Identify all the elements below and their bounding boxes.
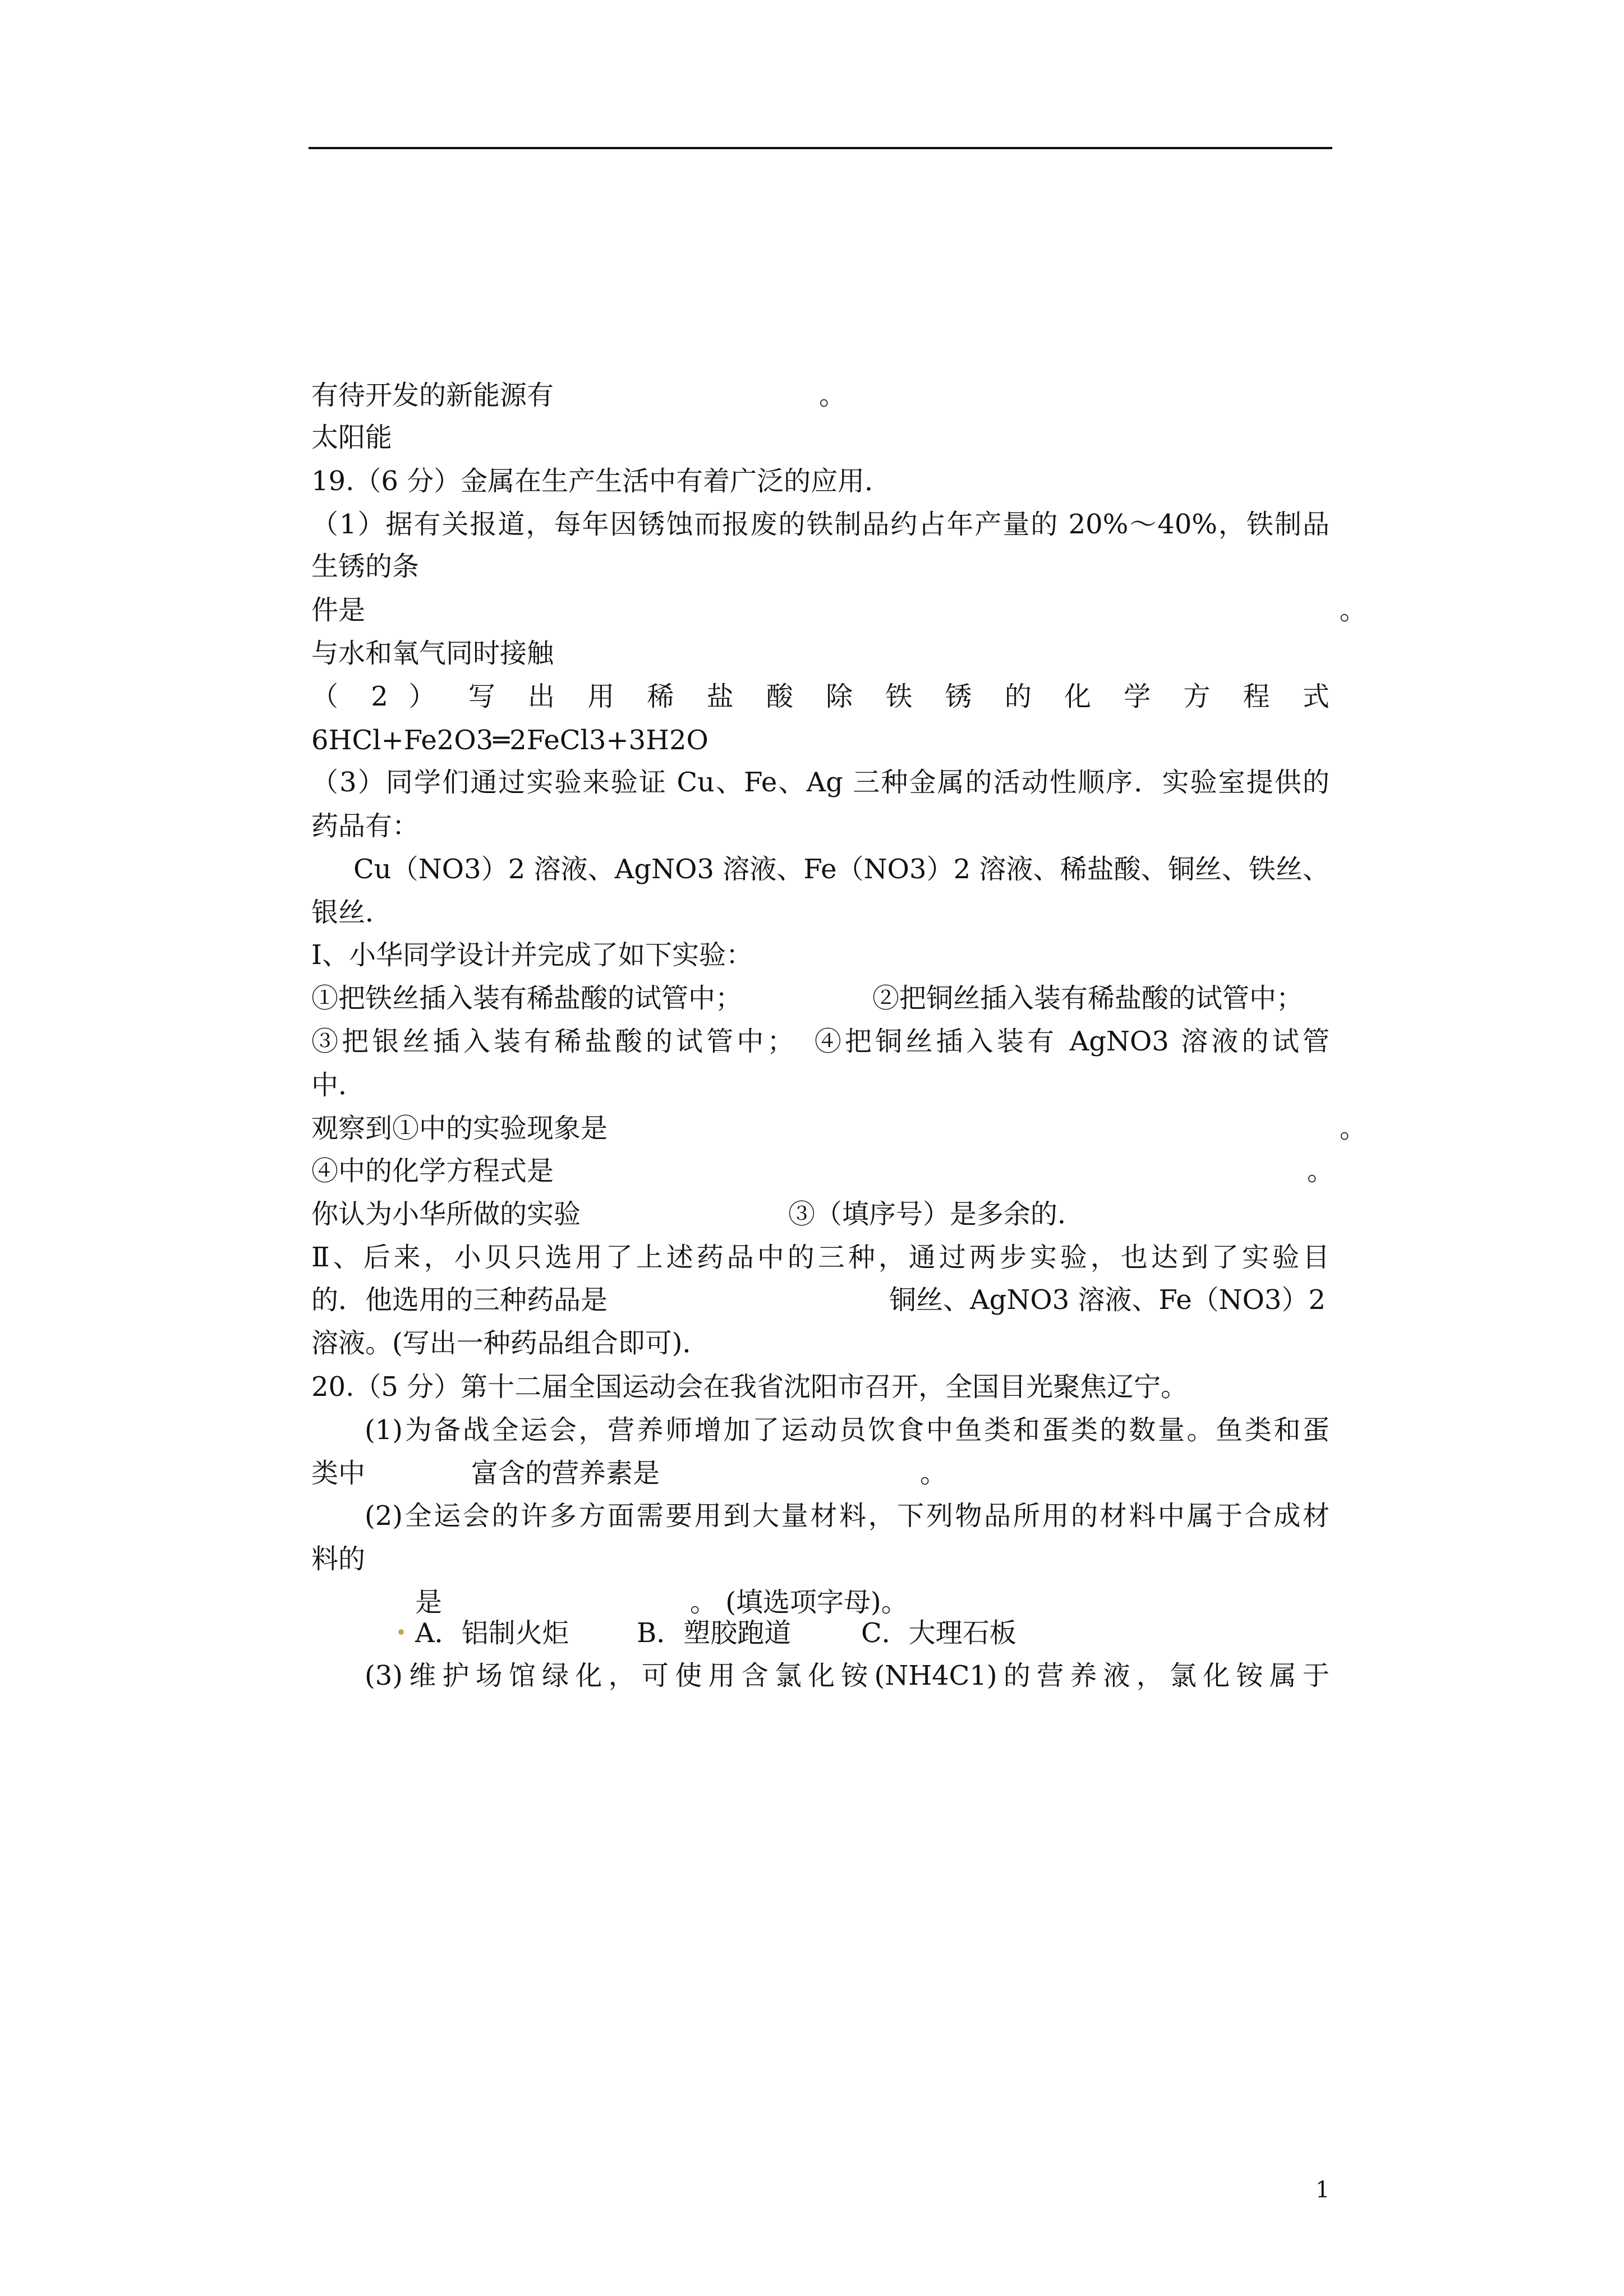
part-i-intro: Ⅰ、小华同学设计并完成了如下实验： — [311, 939, 753, 971]
reagent-list: Cu（NO3）2 溶液、AgNO3 溶液、Fe（NO3）2 溶液、稀盐酸、铜丝、铁丝、 — [353, 854, 1329, 885]
reagent-list-cont: 银丝． — [311, 897, 393, 928]
question-19-heading: 19.（6 分）金属在生产生活中有着广泛的应用． — [311, 465, 892, 497]
question-19-part-3-cont: 药品有： — [311, 810, 420, 842]
blank-end-period: 。 — [1307, 1155, 1335, 1187]
experiment-2: ②把铜丝插入装有稀盐酸的试管中； — [872, 983, 1304, 1014]
answer-reagents-cont: 溶液。(写出一种药品组合即可)． — [311, 1327, 710, 1359]
question-20-part-1-cont: 类中 — [311, 1458, 366, 1489]
question-20-part-1: (1)为备战全运会，营养师增加了运动员饮食中鱼类和蛋类的数量。鱼类和蛋 — [365, 1414, 1329, 1446]
text-line-new-energy: 有待开发的新能源有 — [311, 380, 554, 411]
part-ii-question: 的．他选用的三种药品是 — [311, 1284, 608, 1316]
answer-redundant: ③（填序号）是多余的． — [788, 1198, 1085, 1230]
answer-equation-rust: 6HCl+Fe2O3═2FeCl3+3H2O — [311, 725, 709, 756]
blank-end-period: 。 — [1340, 594, 1367, 626]
option-c: C．大理石板 — [861, 1617, 1016, 1649]
experiment-4-cont: 中． — [311, 1069, 366, 1101]
experiment-3-4: ③把银丝插入装有稀盐酸的试管中； ④把铜丝插入装有 AgNO3 溶液的试管 — [311, 1026, 1329, 1057]
redundant-question: 你认为小华所做的实验 — [311, 1198, 581, 1230]
option-b: B．塑胶跑道 — [637, 1617, 792, 1649]
question-19-part-1: （1）据有关报道，每年因锈蚀而报废的铁制品约占年产量的 20%～40%，铁制品 — [311, 509, 1329, 540]
part-ii-intro: Ⅱ、后来，小贝只选用了上述药品中的三种，通过两步实验，也达到了实验目 — [311, 1242, 1329, 1273]
question-19-part-2: （ 2 ） 写 出 用 稀 盐 酸 除 铁 锈 的 化 学 方 程 式 — [311, 681, 1329, 712]
question-19-part-1-cont: 生锈的条 — [311, 551, 420, 582]
question-20-part-2-cont: 料的 — [311, 1543, 366, 1575]
question-20-heading: 20.（5 分）第十二届全国运动会在我省沈阳市召开，全国目光聚焦辽宁。 — [311, 1371, 1188, 1403]
blank-end-period: 。 — [1340, 1113, 1367, 1144]
blank-end-period: 。 — [819, 380, 846, 411]
question-20-part-3: (3)维护场馆绿化，可使用含氯化铵(NH4C1)的营养液，氯化铵属于 — [365, 1660, 1329, 1691]
experiment-1: ①把铁丝插入装有稀盐酸的试管中； — [311, 983, 743, 1014]
question-19-part-3: （3）同学们通过实验来验证 Cu、Fe、Ag 三种金属的活动性顺序．实验室提供的 — [311, 767, 1329, 798]
question-19-part-1-blank: 件是 — [311, 594, 366, 626]
bullet-dot — [398, 1629, 404, 1635]
question-20-part-2: (2)全运会的许多方面需要用到大量材料，下列物品所用的材料中属于合成材 — [365, 1500, 1329, 1532]
option-a: A．铝制火炬 — [415, 1617, 569, 1649]
blank-end-period: 。 — [920, 1458, 947, 1489]
equation-question: ④中的化学方程式是 — [311, 1155, 554, 1187]
question-20-part-1-blank: 富含的营养素是 — [471, 1458, 660, 1489]
header-rule — [309, 147, 1332, 149]
observation-question: 观察到①中的实验现象是 — [311, 1113, 608, 1144]
answer-water-oxygen: 与水和氧气同时接触 — [311, 638, 554, 669]
answer-reagents: 铜丝、AgNO3 溶液、Fe（NO3）2 — [889, 1284, 1326, 1316]
question-20-part-2-hint: 。 (填选项字母)。 — [690, 1587, 908, 1618]
answer-solar-energy: 太阳能 — [311, 422, 393, 453]
page-number: 1 — [1315, 2177, 1330, 2203]
question-20-part-2-blank: 是 — [415, 1587, 443, 1618]
